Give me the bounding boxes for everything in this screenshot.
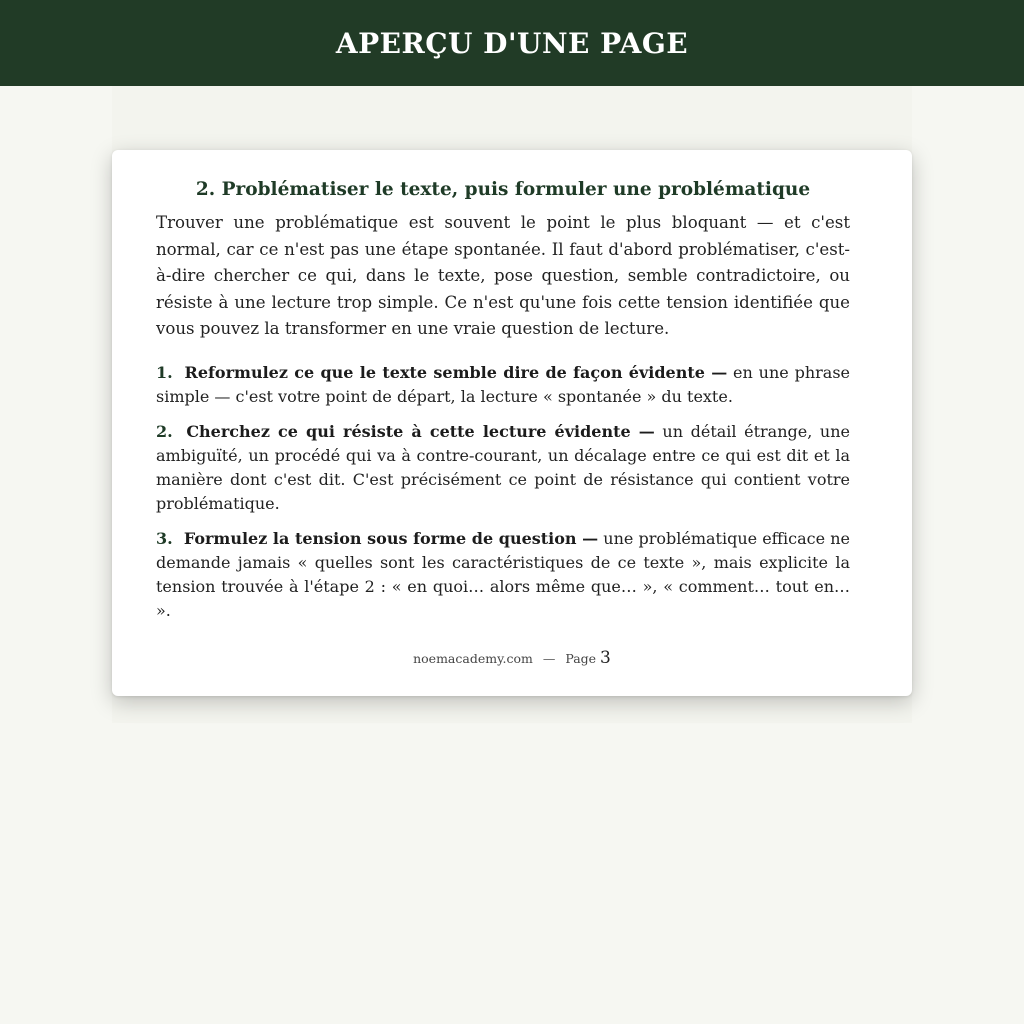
step-text: une problématique efficace ne demande jamais « quelles sont les caractéristiques de ce texte », mais explicite la tension trouvée à l'étape 2 : « en quoi… alors même que… », « comment… tout en… ». [156,528,850,620]
step-number: 2. [156,421,173,441]
page-footer [112,648,912,668]
page-preview-card [112,150,912,696]
section-title: 2. Problématiser le texte, puis formuler une problématique [195,179,811,200]
step-text: un détail étrange, une ambiguïté, un procédé qui va à contre-courant, un décalage entre ce qui est dit et la manière dont c'est dit. C'est précisément ce point de résistance qui contient votre problématique. [156,421,851,513]
step-text: en une phrase simple — c'est votre point de départ, la lecture « spontanée » du texte. [156,362,850,406]
footer-separator: — [542,651,556,666]
header-title: APERÇU D'UNE PAGE [335,26,689,60]
footer-site: noemacademy.com [413,651,533,666]
step-item [156,527,850,623]
step-lead: Cherchez ce qui résiste à cette lecture évidente — [186,421,655,441]
step-lead: Formulez la tension sous forme de question — [183,528,599,548]
step-number: 3. [156,528,173,548]
footer-page-label: Page [565,651,597,666]
footer-page-number: 3 [600,648,611,668]
step-item [156,361,850,409]
step-item [156,420,850,516]
intro-paragraph: Trouver une problématique est souvent le point le plus bloquant — et c'est normal, car ce n'est pas une étape spontanée. Il faut d'abord problématiser, c'est-à-dire chercher ce qui, dans le texte, pose question, semble contradictoire, ou résiste à une lecture trop simple. Ce n'est qu'une fois cette tension identifiée que vous pouvez la transformer en une vraie question de lecture. [156,213,850,338]
step-lead: Reformulez ce que le texte semble dire de façon évidente — [184,362,728,382]
top-header-bar [0,0,1024,86]
step-number: 1. [156,362,173,382]
